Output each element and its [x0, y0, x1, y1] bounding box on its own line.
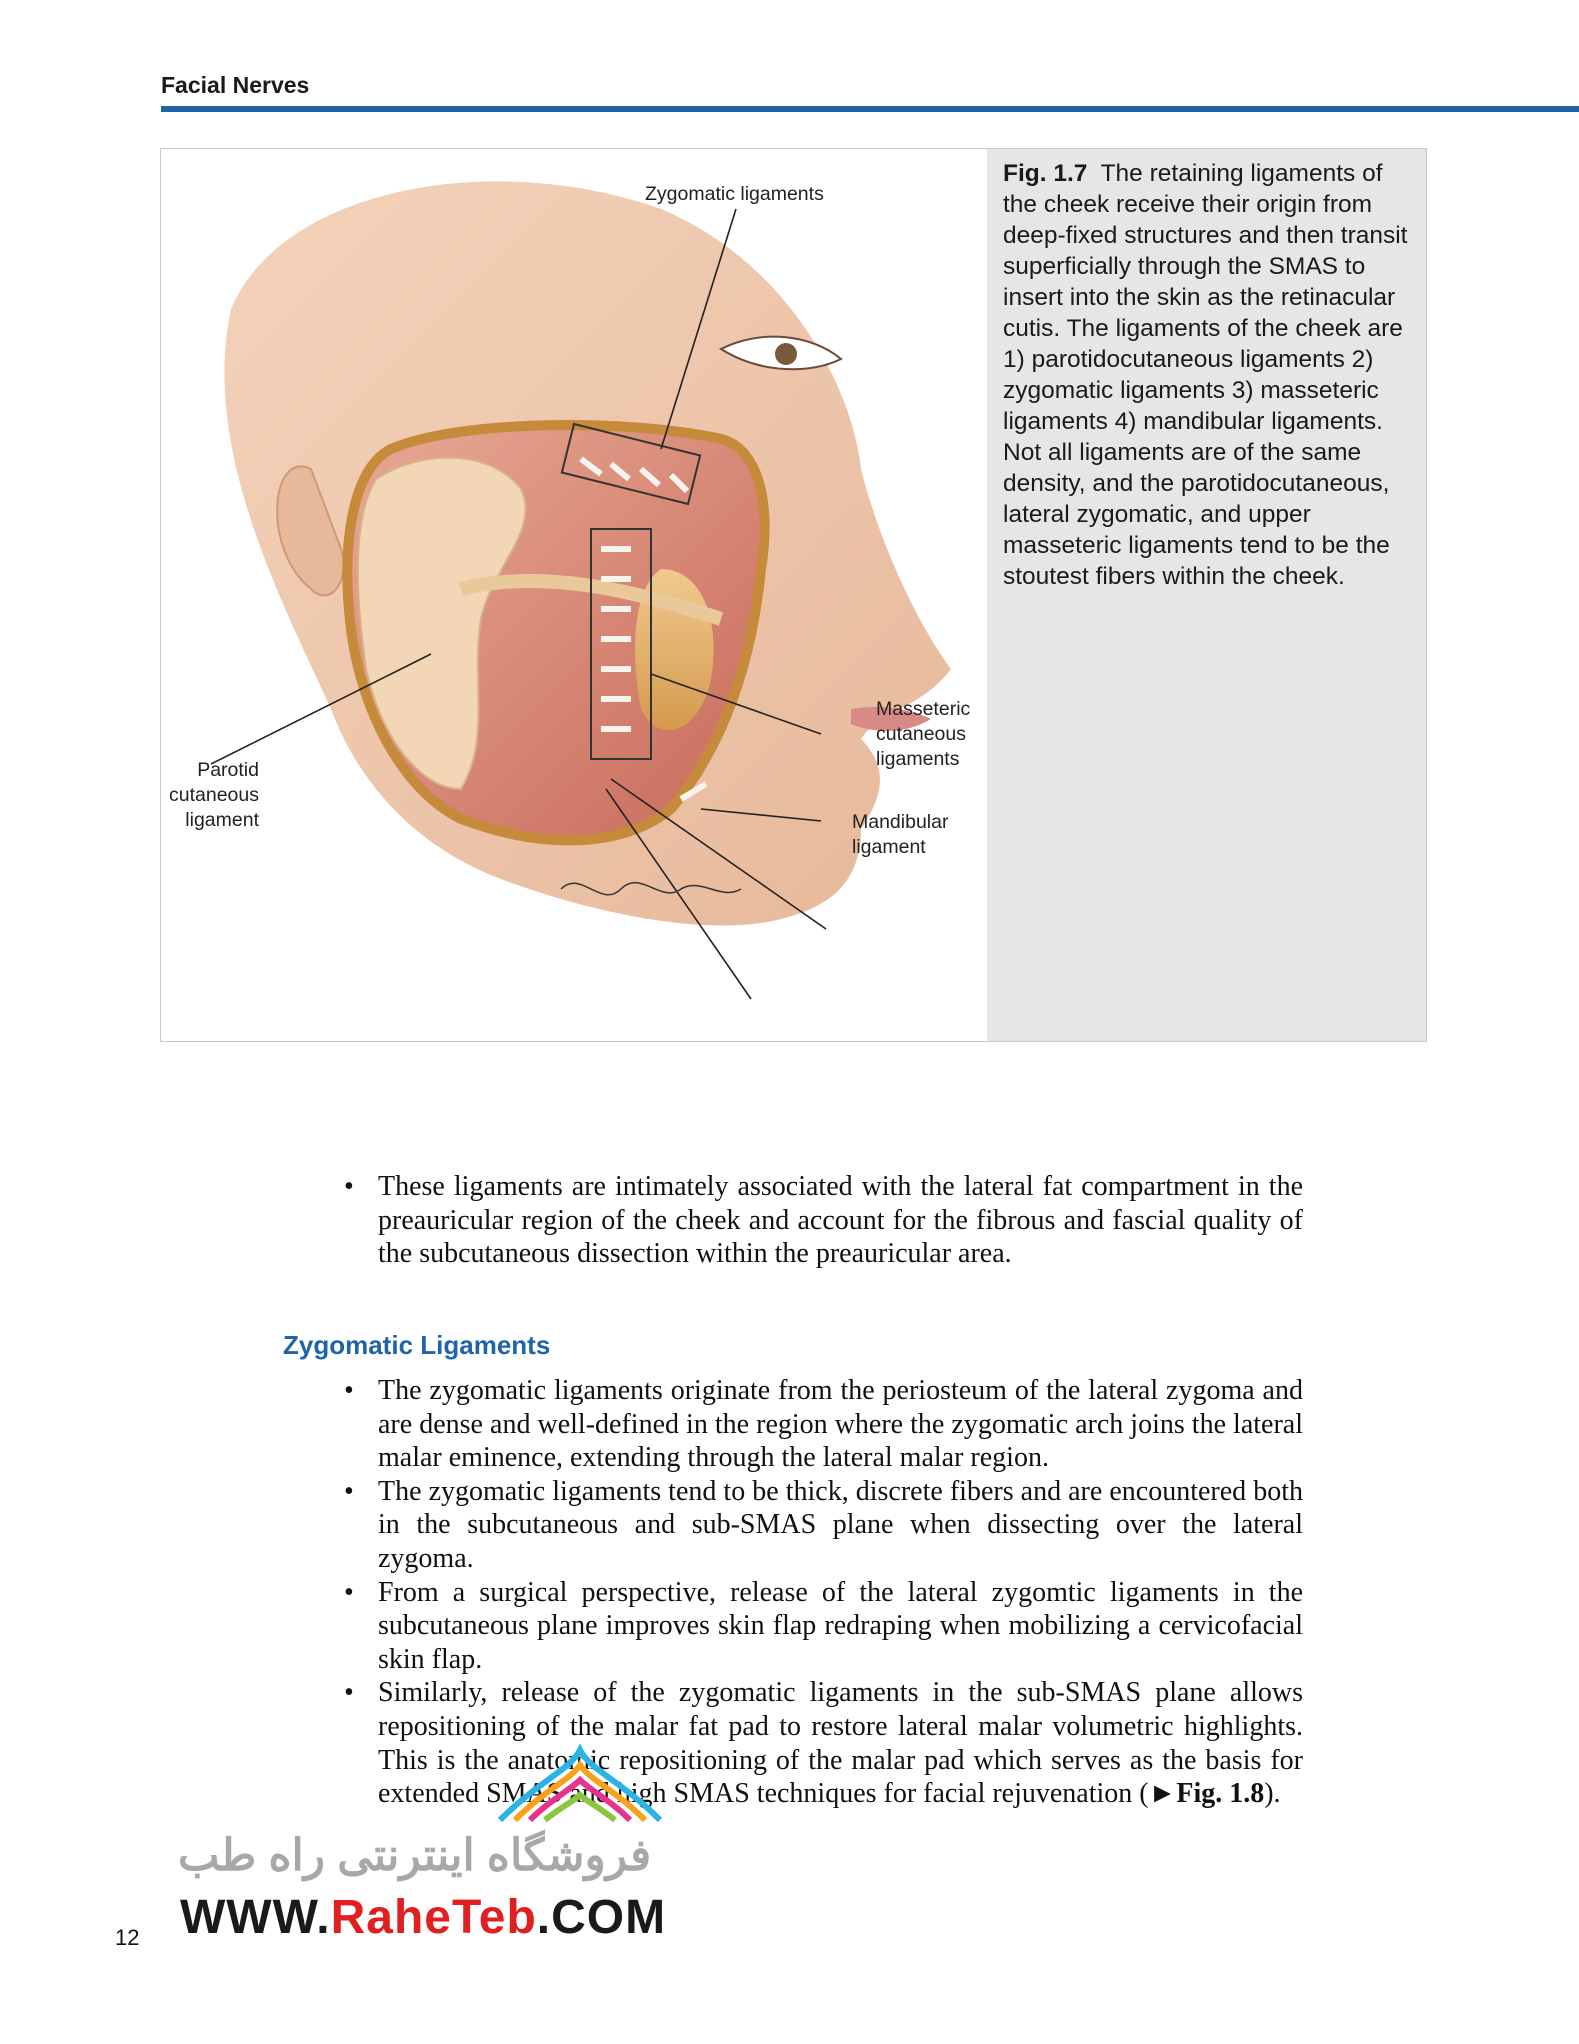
anatomical-illustration: [161, 149, 987, 1041]
watermark-persian: فروشگاه اینترنتی راه طب: [178, 1831, 652, 1880]
list-item: • The zygomatic ligaments originate from the periosteum of the lateral zygoma and are dense and well-defined in the region where the zygomatic arch joins the lateral malar eminence, extending through the lateral malar region.: [344, 1375, 1303, 1474]
figure-reference-link[interactable]: Fig. 1.8: [1176, 1778, 1265, 1810]
caption-text-2: Not all ligaments are of the same density, and the parotidocutaneous, lateral zygomatic, and upper masseteric ligaments tend to be the stoutest fibers within the cheek.: [1003, 439, 1390, 590]
caption-text: The retaining ligaments of the cheek receive their origin from deep-fixed structures and then transit superficially through the SMAS to insert into the skin as the retinacular cutis. The ligaments of the cheek are 1) parotidocutaneous ligaments 2) zygomatic ligaments 3) masseteric ligaments 4) mandibular ligaments.: [1003, 160, 1408, 435]
label-masseteric-cutaneous-ligaments: Masseteric cutaneous ligaments: [876, 698, 971, 770]
label-parotid-cutaneous-ligament: Parotid cutaneous ligament: [169, 759, 259, 831]
list-item: • The zygomatic ligaments tend to be thick, discrete fibers and are encountered both in the subcutaneous and sub-SMAS plane when dissecting over the lateral zygoma.: [344, 1475, 1303, 1574]
header-rule: [161, 106, 1579, 112]
page-number: 12: [115, 1925, 140, 1950]
figure-caption: [1003, 158, 1413, 592]
list-item: • Similarly, release of the zygomatic ligaments in the sub-SMAS plane allows repositioning of the malar fat pad to restore lateral malar volumetric highlights. This is the anatomic repositioning of the malar pad which serves as the basis for extended SMAS and high SMAS techniques for facial rejuvenation (►Fig. 1.8).: [344, 1677, 1303, 1810]
fig-ref-arrow: ►: [1148, 1778, 1177, 1810]
figure-number: Fig. 1.7: [1003, 160, 1088, 187]
label-mandibular-ligament: Mandibular ligament: [852, 811, 949, 858]
label-zygomatic-ligaments: Zygomatic ligaments: [645, 183, 824, 205]
watermark-url: WWW.RaheTeb.COM: [180, 1891, 667, 1944]
running-head: Facial Nerves: [161, 72, 310, 98]
list-item: • These ligaments are intimately associated with the lateral fat compartment in the preauricular region of the cheek and account for the fibrous and fascial quality of the subcutaneous dissection within the preauricular area.: [344, 1171, 1303, 1270]
list-item: • From a surgical perspective, release of the lateral zygomtic ligaments in the subcutaneous plane improves skin flap redraping when mobilizing a cervicofacial skin flap.: [344, 1576, 1303, 1675]
book-logo-icon: [490, 1740, 670, 1830]
section-heading: Zygomatic Ligaments: [283, 1330, 551, 1360]
intro-bullet-block: [344, 1170, 1303, 1271]
